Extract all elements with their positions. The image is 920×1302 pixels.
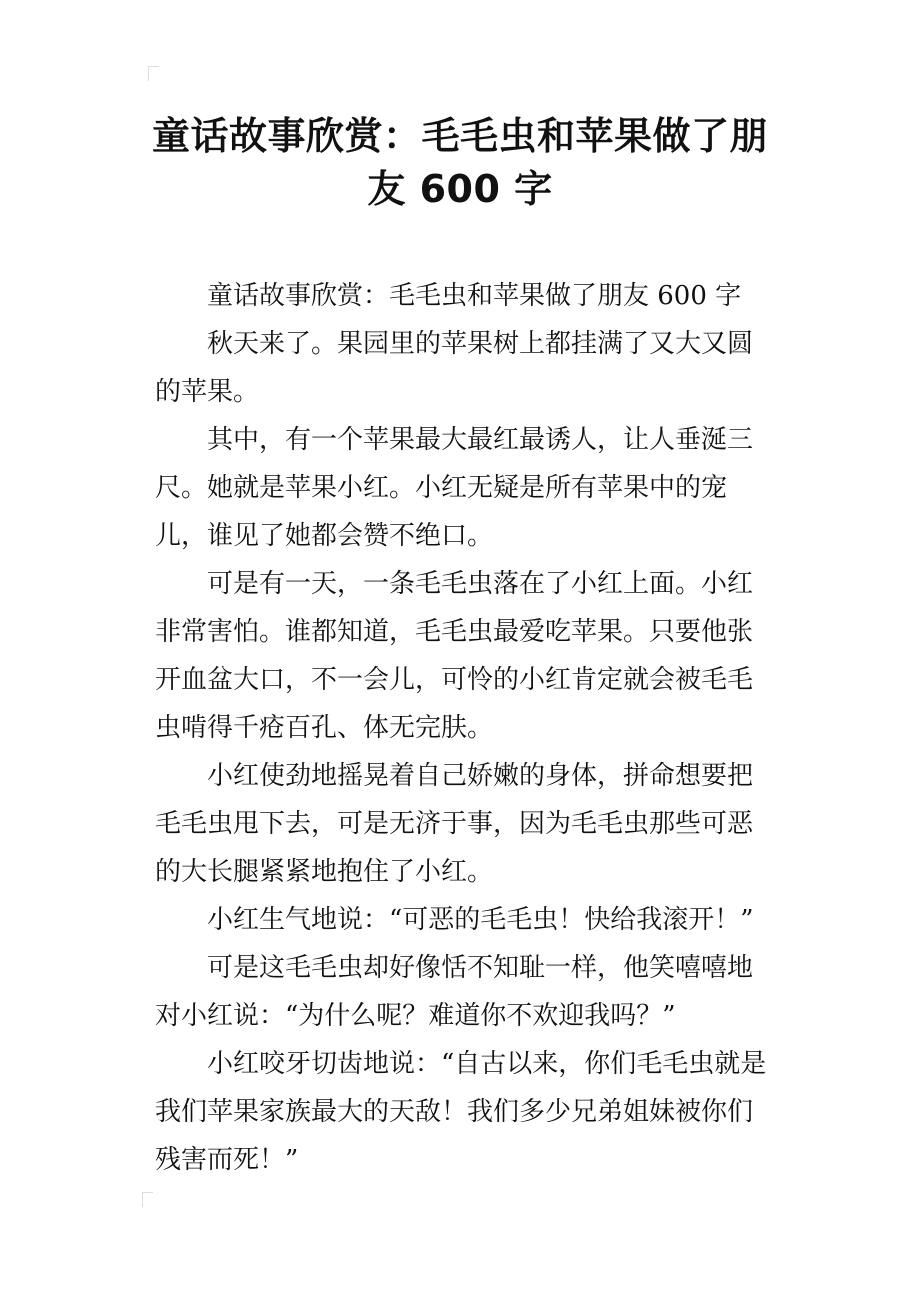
paragraph-2: 秋天来了。果园里的苹果树上都挂满了又大又圆的苹果。: [155, 329, 754, 407]
bottom-corner-mark: [142, 1192, 153, 1207]
paragraph-5: 小红使劲地摇晃着自己娇嫩的身体，拼命想要把毛毛虫甩下去，可是无济于事，因为毛毛虫那些可恶的大长腿紧紧地抱住了小红。: [155, 761, 754, 887]
title-line-2: 友 600 字: [367, 167, 553, 211]
paragraph-3: 其中，有一个苹果最大最红最诱人，让人垂涎三尺。她就是苹果小红。小红无疑是所有苹果中的宠儿，谁见了她都会赞不绝口。: [155, 425, 754, 551]
paragraph-6: 小红生气地说：“可恶的毛毛虫！快给我滚开！”: [207, 905, 754, 935]
story-body: [155, 272, 770, 1184]
paragraph-7: 可是这毛毛虫却好像恬不知耻一样，他笑嘻嘻地对小红说：“为什么呢？难道你不欢迎我吗？”: [155, 953, 754, 1031]
paragraph-8: 小红咬牙切齿地说：“自古以来，你们毛毛虫就是我们苹果家族最大的天敌！我们多少兄弟姐妹被你们残害而死！”: [155, 1049, 767, 1175]
document-title: [150, 110, 770, 216]
top-corner-mark: [148, 66, 159, 81]
paragraph-1: 童话故事欣赏：毛毛虫和苹果做了朋友 600 字: [207, 281, 742, 311]
paragraph-4: 可是有一天，一条毛毛虫落在了小红上面。小红非常害怕。谁都知道，毛毛虫最爱吃苹果。只要他张开血盆大口，不一会儿，可怜的小红肯定就会被毛毛虫啃得千疮百孔、体无完肤。: [155, 569, 754, 743]
title-line-1: 童话故事欣赏：毛毛虫和苹果做了朋: [151, 114, 768, 158]
